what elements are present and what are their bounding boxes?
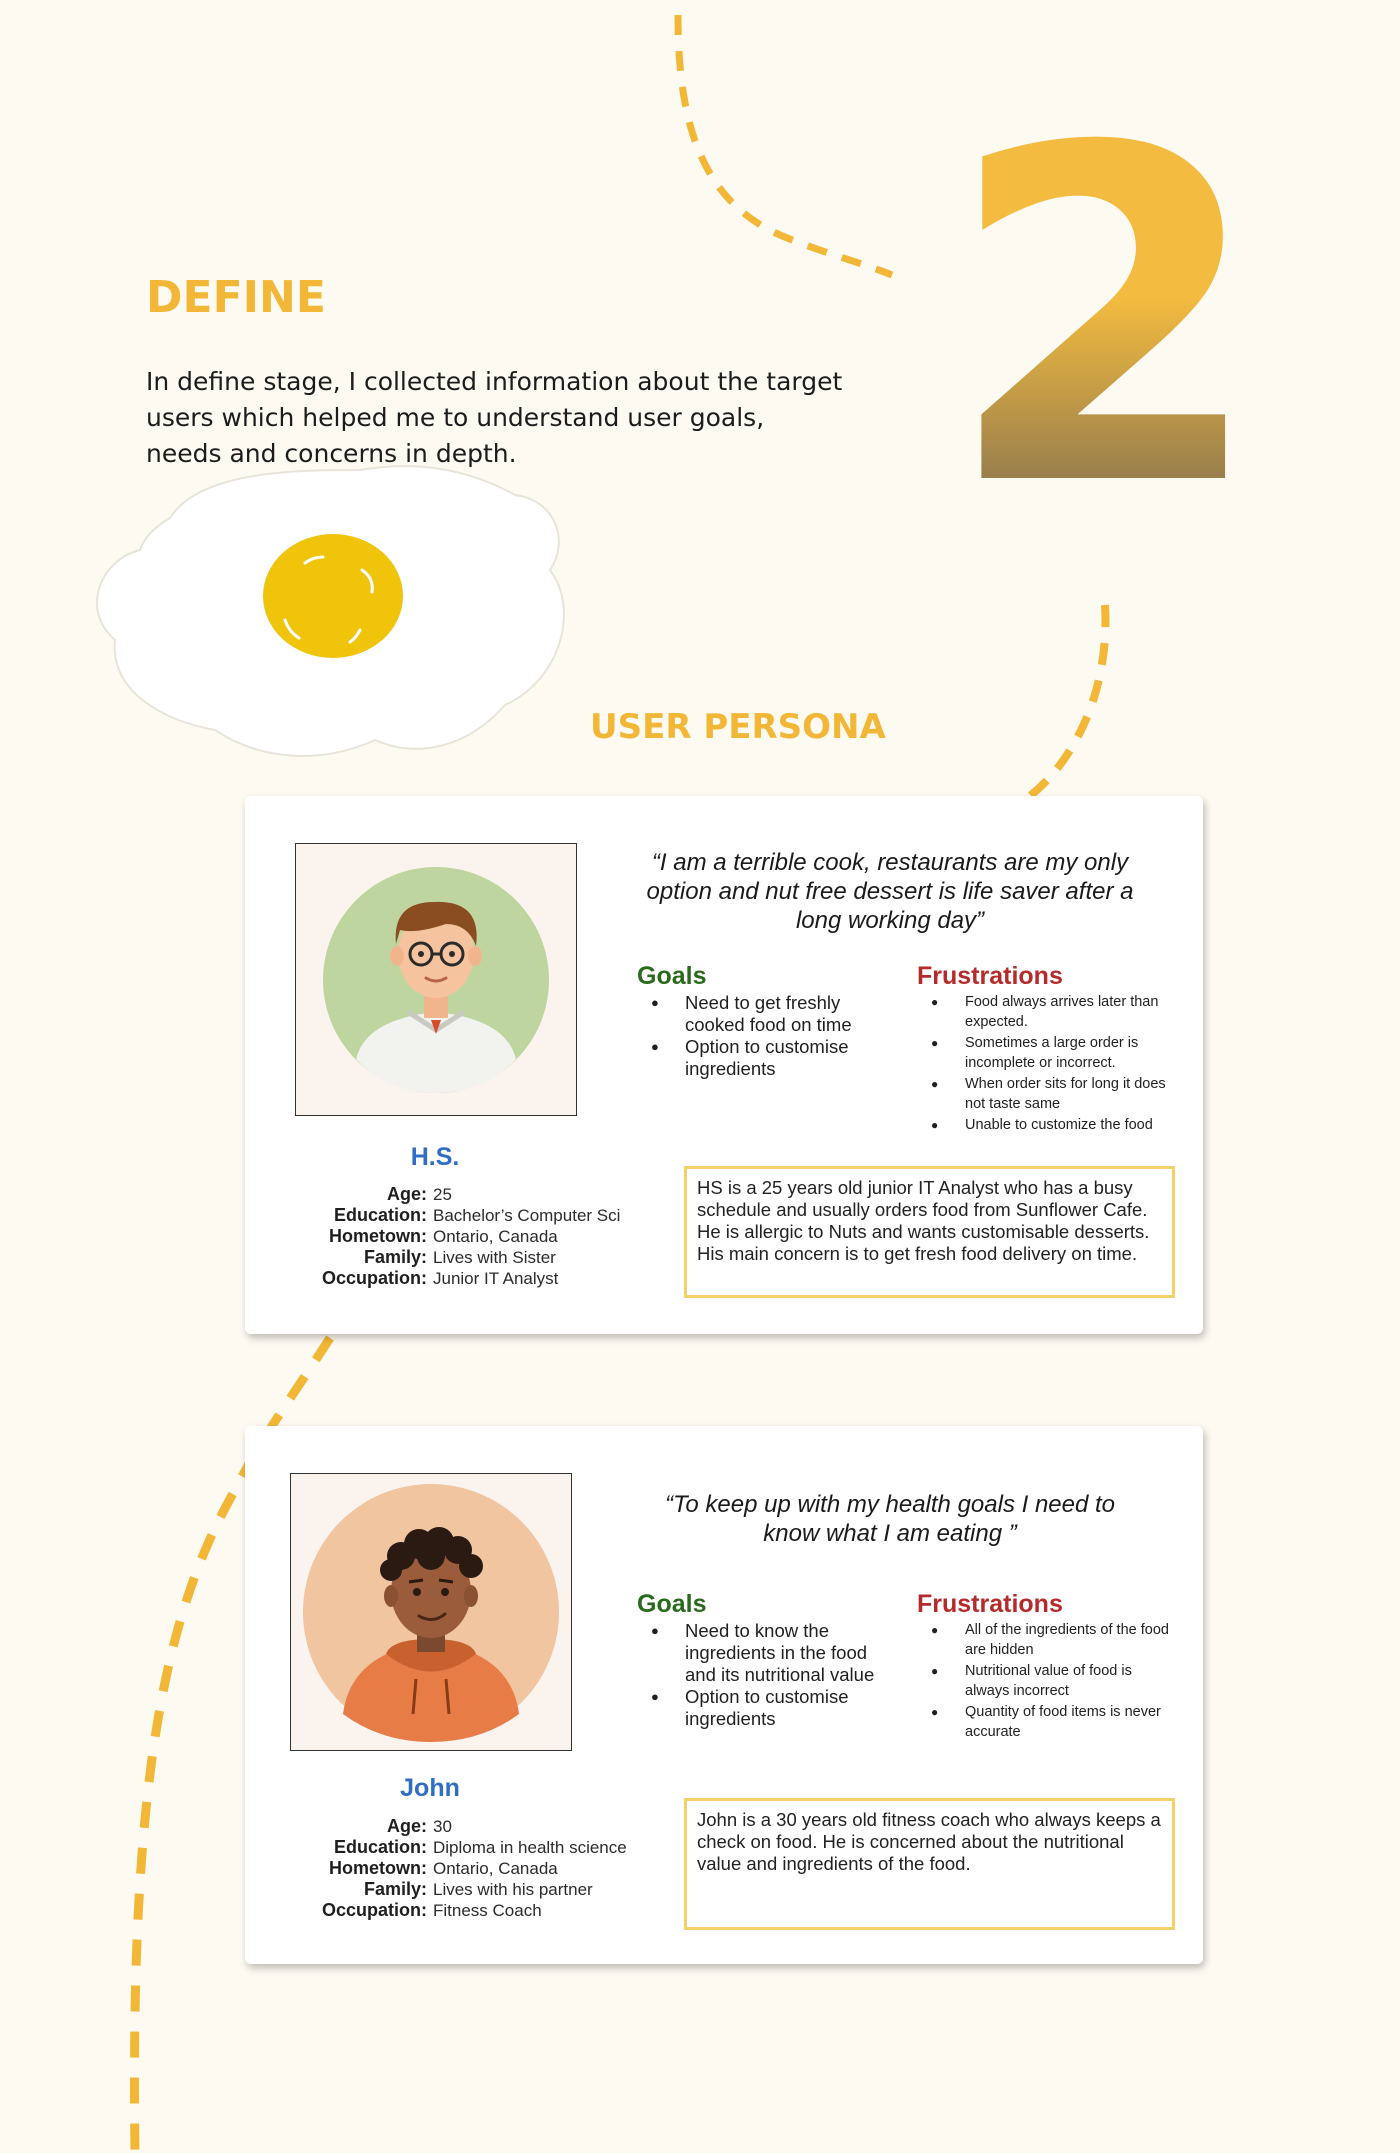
frustrations-heading: Frustrations <box>917 962 1063 990</box>
avatar-hs-illustration <box>296 844 576 1115</box>
list-item: ● Quantity of food items is never accurate <box>917 1702 1175 1742</box>
detail-row-education <box>295 1837 627 1858</box>
detail-row-family <box>295 1879 627 1900</box>
persona-name: H.S. <box>410 1143 460 1171</box>
detail-label: Age: <box>387 1184 427 1204</box>
detail-row-age <box>295 1816 627 1837</box>
detail-value: Junior IT Analyst <box>433 1269 559 1288</box>
detail-label: Hometown: <box>329 1226 427 1246</box>
detail-row-family <box>295 1247 620 1268</box>
list-item: ● Option to customise ingredients <box>637 1036 887 1080</box>
persona-details <box>295 1816 627 1921</box>
avatar-john-illustration <box>291 1474 571 1750</box>
avatar <box>295 843 577 1116</box>
fried-egg-illustration <box>97 466 564 756</box>
detail-label: Hometown: <box>329 1858 427 1878</box>
detail-row-hometown <box>295 1858 627 1879</box>
goals-heading: Goals <box>637 1590 707 1618</box>
detail-row-occupation <box>295 1268 620 1289</box>
detail-value: Bachelor’s Computer Sci <box>433 1206 621 1225</box>
persona-bio: HS is a 25 years old junior IT Analyst who has a busy schedule and usually orders food from Sunflower Cafe. He is allergic to Nuts and wants customisable desserts. His main concern is to get fresh food delivery on time. <box>684 1166 1175 1298</box>
list-item: ● All of the ingredients of the food are hidden <box>917 1620 1175 1660</box>
detail-label: Occupation: <box>321 1900 427 1920</box>
avatar <box>290 1473 572 1751</box>
persona-details <box>295 1184 620 1289</box>
list-item: ● When order sits for long it does not taste same <box>917 1074 1175 1114</box>
detail-row-hometown <box>295 1226 620 1247</box>
list-item: ● Food always arrives later than expected. <box>917 992 1175 1032</box>
goals-heading: Goals <box>637 962 707 990</box>
persona-quote: “I am a terrible cook, restaurants are my only option and nut free dessert is life saver after a long working day” <box>646 849 1134 934</box>
persona-name: John <box>400 1774 460 1802</box>
detail-value: Ontario, Canada <box>433 1227 558 1246</box>
goals-list <box>637 1620 887 1730</box>
persona-bio: John is a 30 years old fitness coach who always keeps a check on food. He is concerned about the nutritional value and ingredients of the food. <box>684 1798 1175 1930</box>
detail-label: Education: <box>334 1837 427 1857</box>
detail-value: Lives with Sister <box>433 1248 556 1267</box>
list-item: ● Need to know the ingredients in the food and its nutritional value <box>637 1620 887 1686</box>
detail-label: Education: <box>334 1205 427 1225</box>
detail-value: Ontario, Canada <box>433 1859 558 1878</box>
list-item: ● Option to customise ingredients <box>637 1686 887 1730</box>
list-item: ● Nutritional value of food is always incorrect <box>917 1661 1175 1701</box>
persona-card-hs <box>245 796 1203 1334</box>
stage-title: DEFINE <box>146 272 326 323</box>
persona-card-john <box>245 1426 1203 1964</box>
detail-label: Occupation: <box>321 1268 427 1288</box>
dashed-path-top <box>678 15 892 275</box>
detail-value: Diploma in health science <box>433 1838 627 1857</box>
detail-row-age <box>295 1184 620 1205</box>
detail-value: Fitness Coach <box>433 1901 542 1920</box>
detail-row-education <box>295 1205 620 1226</box>
section-title: USER PERSONA <box>590 707 886 747</box>
detail-value: Lives with his partner <box>433 1880 593 1899</box>
frustrations-heading: Frustrations <box>917 1590 1063 1618</box>
detail-row-occupation <box>295 1900 627 1921</box>
list-item: ● Unable to customize the food <box>917 1115 1175 1135</box>
detail-label: Family: <box>363 1879 427 1899</box>
detail-label: Family: <box>363 1247 427 1267</box>
detail-value: 30 <box>433 1817 452 1836</box>
detail-label: Age: <box>387 1816 427 1836</box>
frustrations-list <box>917 992 1175 1136</box>
frustrations-list <box>917 1620 1175 1743</box>
persona-quote: “To keep up with my health goals I need to know what I am eating ” <box>664 1491 1116 1547</box>
stage-description: In define stage, I collected information about the target users which helped me to understand user goals, needs and concerns in depth. <box>146 367 843 468</box>
stage-number: 2 <box>945 52 1266 587</box>
dashed-path-middle <box>1030 605 1105 796</box>
list-item: ● Need to get freshly cooked food on time <box>637 992 887 1036</box>
goals-list <box>637 992 887 1080</box>
detail-value: 25 <box>433 1185 452 1204</box>
list-item: ● Sometimes a large order is incomplete or incorrect. <box>917 1033 1175 1073</box>
